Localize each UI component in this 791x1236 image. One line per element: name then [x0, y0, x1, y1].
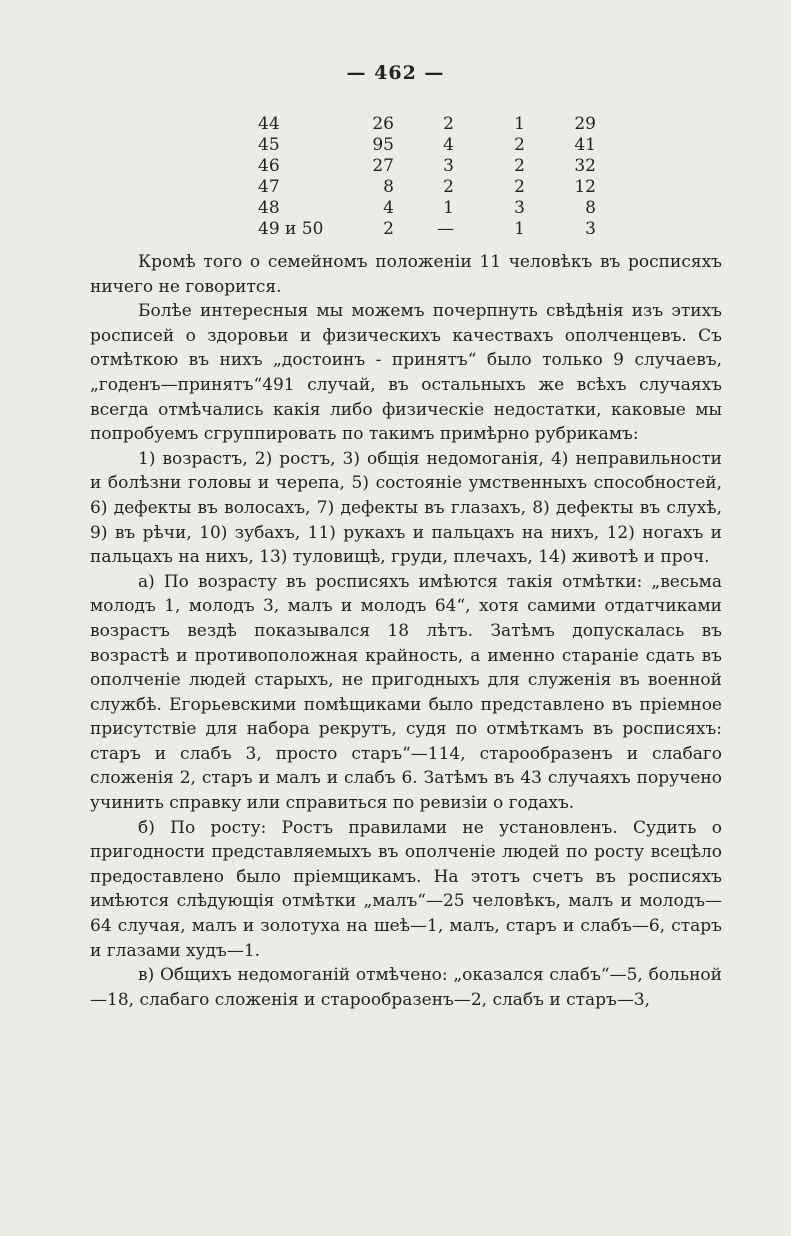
table-cell: 29	[574, 114, 596, 134]
paragraph: Болѣе интересныя мы можемъ почерпнуть свѣдѣнія изъ этихъ росписей о здоровьи и физическихъ качествахъ ополченцевъ. Съ отмѣткою въ нихъ „достоинъ - принятъ“ было только 9 случаевъ, „годенъ—принятъ“491 случай, въ остальныхъ же всѣхъ случаяхъ всегда отмѣчались какія либо физическіе недостатки, каковые мы попробуемъ сгруппировать по такимъ примѣрно рубрикамъ:	[90, 301, 722, 445]
table-cell: 95	[372, 135, 394, 155]
table-cell: 1	[443, 198, 454, 218]
paragraph: Кромѣ того о семейномъ положенiи 11 человѣкъ въ росписяхъ ничего не говорится.	[90, 252, 722, 297]
table-cell: 2	[514, 177, 525, 197]
paragraph: а) По возрасту въ росписяхъ имѣются такія отмѣтки: „весьма молодъ 1, молодъ 3, малъ и молодъ 64“, хотя самими отдатчиками возрастъ вездѣ показывался 18 лѣтъ. Затѣмъ допускалась въ возрастѣ и противоположная крайность, а именно стараніе сдать въ ополченіе людей старыхъ, не пригодныхъ для служенія въ военной службѣ. Егорьевскими помѣщиками было представлено въ пріемное присутствіе для набора рекрутъ, судя по отмѣткамъ въ росписяхъ: старъ и слабъ 3, просто старъ“—114, старообразенъ и слабаго сложенія 2, старъ и малъ и слабъ 6. Затѣмъ въ 43 случаяхъ поручено учинить справку или справиться по ревизіи о годахъ.	[90, 571, 722, 814]
table-cell: 8	[383, 177, 394, 197]
table-cell: 26	[372, 114, 394, 134]
paragraph: б) По росту: Ростъ правилами не установленъ. Судить о пригодности представляемыхъ въ ополченіе людей по росту всецѣло предоставлено было пріемщикамъ. На этотъ счетъ въ росписяхъ имѣются слѣдующія отмѣтки „малъ“—25 человѣкъ, малъ и молодъ—64 случая, малъ и золотуха на шеѣ—1, малъ, старъ и слабъ—6, старъ и глазами худъ—1.	[90, 817, 722, 961]
table-cell: 48	[258, 198, 280, 218]
paragraph: 1) возрастъ, 2) ростъ, 3) общія недомоганія, 4) неправильности и болѣзни головы и черепа, 5) состояніе умственныхъ способностей, 6) дефекты въ волосахъ, 7) дефекты въ глазахъ, 8) дефекты въ слухѣ, 9) въ рѣчи, 10) зубахъ, 11) рукахъ и пальцахъ на нихъ, 12) ногахъ и пальцахъ на нихъ, 13) туловищѣ, груди, плечахъ, 14) животѣ и проч.	[90, 448, 722, 568]
table-cell: 46	[258, 156, 280, 176]
paragraph: в) Общихъ недомоганій отмѣчено: „оказался слабъ“—5, больной—18, слабаго сложенія и старообразенъ—2, слабъ и старъ—3,	[90, 965, 722, 1010]
statistics-table	[258, 114, 596, 240]
table-cell: 8	[585, 198, 596, 218]
table-cell: 47	[258, 177, 280, 197]
table-cell: 2	[383, 219, 394, 239]
table-cell: 41	[574, 135, 596, 155]
page-number: — 462 —	[346, 62, 445, 84]
table-row	[258, 198, 596, 219]
table-cell: 45	[258, 135, 280, 155]
table-cell: 32	[574, 156, 596, 176]
table-cell: —	[437, 219, 454, 239]
table-cell: 4	[443, 135, 454, 155]
table-row	[258, 219, 596, 240]
table-row	[258, 177, 596, 198]
table-cell: 2	[514, 156, 525, 176]
table-cell: 2	[443, 114, 454, 134]
table-row	[258, 135, 596, 156]
table-cell: 1	[514, 114, 525, 134]
table-cell: 12	[574, 177, 596, 197]
table-cell: 2	[443, 177, 454, 197]
table-cell: 2	[514, 135, 525, 155]
table-row	[258, 156, 596, 177]
table-cell: 3	[585, 219, 596, 239]
table-cell: 4	[383, 198, 394, 218]
table-cell: 3	[514, 198, 525, 218]
table-cell: 27	[372, 156, 394, 176]
table-cell: 49 и 50	[258, 219, 324, 239]
table-row	[258, 114, 596, 135]
table-cell: 44	[258, 114, 280, 134]
body-text	[90, 250, 722, 1012]
table-cell: 3	[443, 156, 454, 176]
table-cell: 1	[514, 219, 525, 239]
